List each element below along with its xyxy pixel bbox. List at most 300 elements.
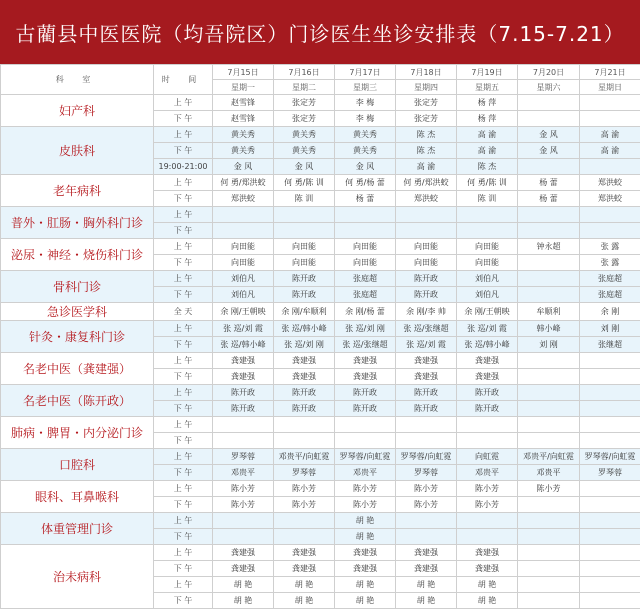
- doctor-cell: 张庭超: [580, 287, 640, 303]
- session-time: 上 午: [154, 95, 213, 111]
- department-name: 泌尿・神经・烧伤科门诊: [1, 239, 154, 271]
- session-time: 上 午: [154, 417, 213, 433]
- doctor-cell: 金 风: [274, 159, 335, 175]
- schedule-row: [1, 481, 640, 497]
- doctor-cell: [518, 513, 580, 529]
- doctor-cell: 龚建强: [213, 561, 274, 577]
- doctor-cell: 何 勇/郑洪蛟: [396, 175, 457, 191]
- doctor-cell: 罗琴蓉/向虹霓: [396, 449, 457, 465]
- doctor-cell: [518, 417, 580, 433]
- doctor-cell: 金 风: [335, 159, 396, 175]
- doctor-cell: 黄关秀: [213, 143, 274, 159]
- doctor-cell: 罗琴蓉: [274, 465, 335, 481]
- department-name: 名老中医（龚建强）: [1, 353, 154, 385]
- doctor-cell: 刘 刚: [518, 337, 580, 353]
- session-time: 上 午: [154, 385, 213, 401]
- doctor-cell: 李 梅: [335, 95, 396, 111]
- doctor-cell: 陈小芳: [213, 481, 274, 497]
- doctor-cell: 陈小芳: [335, 481, 396, 497]
- session-time: 下 午: [154, 111, 213, 127]
- doctor-cell: 陈小芳: [274, 481, 335, 497]
- doctor-cell: 向田能: [274, 239, 335, 255]
- doctor-cell: 陈小芳: [335, 497, 396, 513]
- doctor-cell: [274, 207, 335, 223]
- doctor-cell: [580, 481, 640, 497]
- session-time: 上 午: [154, 127, 213, 143]
- doctor-cell: 牟顺利: [518, 303, 580, 321]
- doctor-cell: 胡 艳: [213, 593, 274, 609]
- doctor-cell: 陈开政: [274, 401, 335, 417]
- doctor-cell: [396, 223, 457, 239]
- doctor-cell: 余 刚/杨 蕾: [335, 303, 396, 321]
- doctor-cell: 龚建强: [274, 369, 335, 385]
- doctor-cell: 胡 艳: [274, 577, 335, 593]
- doctor-cell: 郑洪蛟: [213, 191, 274, 207]
- doctor-cell: 何 勇/陈 训: [274, 175, 335, 191]
- doctor-cell: 龚建强: [396, 561, 457, 577]
- doctor-cell: 陈开政: [335, 401, 396, 417]
- department-name: 治未病科: [1, 545, 154, 609]
- doctor-cell: 陈 训: [457, 191, 518, 207]
- doctor-cell: [580, 417, 640, 433]
- header-weekday: 星期六: [518, 80, 580, 95]
- doctor-cell: 陈 杰: [457, 159, 518, 175]
- session-time: 下 午: [154, 223, 213, 239]
- schedule-row: [1, 175, 640, 191]
- doctor-cell: [213, 207, 274, 223]
- doctor-cell: 张定芳: [396, 95, 457, 111]
- session-time: 上 午: [154, 239, 213, 255]
- doctor-cell: 胡 艳: [457, 593, 518, 609]
- doctor-cell: [335, 433, 396, 449]
- header-date: 7月21日: [580, 65, 640, 80]
- header-date: 7月18日: [396, 65, 457, 80]
- doctor-cell: [518, 593, 580, 609]
- department-name: 皮肤科: [1, 127, 154, 175]
- doctor-cell: 黄关秀: [274, 127, 335, 143]
- doctor-cell: 余 刚: [580, 303, 640, 321]
- doctor-cell: 杨 蕾: [518, 191, 580, 207]
- doctor-cell: [457, 529, 518, 545]
- doctor-cell: 张 露: [580, 239, 640, 255]
- session-time: 上 午: [154, 321, 213, 337]
- department-name: 骨科门诊: [1, 271, 154, 303]
- doctor-cell: 陈 训: [274, 191, 335, 207]
- doctor-cell: 邓贵平: [213, 465, 274, 481]
- doctor-cell: [580, 111, 640, 127]
- doctor-cell: 陈开政: [274, 287, 335, 303]
- doctor-cell: [335, 207, 396, 223]
- department-name: 眼科、耳鼻喉科: [1, 481, 154, 513]
- schedule-title: 古藺县中医医院（均吾院区）门诊医生坐诊安排表（7.15-7.21）: [0, 0, 640, 64]
- session-time: 上 午: [154, 207, 213, 223]
- doctor-cell: 陈小芳: [396, 497, 457, 513]
- schedule-row: [1, 513, 640, 529]
- doctor-cell: [213, 417, 274, 433]
- doctor-cell: 龚建强: [335, 561, 396, 577]
- session-time: 下 午: [154, 593, 213, 609]
- doctor-cell: 陈开政: [274, 271, 335, 287]
- doctor-cell: [518, 287, 580, 303]
- session-time: 下 午: [154, 369, 213, 385]
- doctor-cell: 陈小芳: [457, 481, 518, 497]
- doctor-cell: 向田能: [396, 255, 457, 271]
- doctor-cell: 向田能: [335, 255, 396, 271]
- doctor-cell: [396, 433, 457, 449]
- doctor-cell: 罗琴蓉/向虹霓: [580, 449, 640, 465]
- department-name: 老年病科: [1, 175, 154, 207]
- doctor-cell: 胡 艳: [335, 529, 396, 545]
- doctor-cell: 张 露: [580, 255, 640, 271]
- doctor-cell: 向田能: [213, 239, 274, 255]
- doctor-cell: [518, 369, 580, 385]
- session-time: 上 午: [154, 481, 213, 497]
- doctor-cell: 邓贵平/向虹霓: [518, 449, 580, 465]
- doctor-cell: 张庭超: [580, 271, 640, 287]
- doctor-cell: [518, 529, 580, 545]
- doctor-cell: 金 风: [518, 143, 580, 159]
- doctor-cell: [518, 271, 580, 287]
- doctor-cell: 龚建强: [335, 545, 396, 561]
- doctor-cell: 罗琴蓉: [580, 465, 640, 481]
- doctor-cell: [518, 385, 580, 401]
- doctor-cell: 余 刚/李 帅: [396, 303, 457, 321]
- session-time: 下 午: [154, 561, 213, 577]
- doctor-cell: 余 刚/牟顺利: [274, 303, 335, 321]
- doctor-cell: 张 巡/张继超: [335, 337, 396, 353]
- doctor-cell: [518, 433, 580, 449]
- session-time: 19:00-21:00: [154, 159, 213, 175]
- session-time: 上 午: [154, 449, 213, 465]
- doctor-cell: 张 巡/刘 霞: [457, 321, 518, 337]
- session-time: 上 午: [154, 271, 213, 287]
- doctor-cell: 向田能: [396, 239, 457, 255]
- doctor-cell: 杨 萍: [457, 111, 518, 127]
- doctor-cell: [518, 401, 580, 417]
- session-time: 下 午: [154, 433, 213, 449]
- schedule-row: [1, 417, 640, 433]
- schedule-row: [1, 385, 640, 401]
- department-name: 针灸・康复科门诊: [1, 321, 154, 353]
- doctor-cell: 胡 艳: [396, 577, 457, 593]
- doctor-cell: [580, 401, 640, 417]
- doctor-cell: [518, 577, 580, 593]
- doctor-cell: 龚建强: [457, 561, 518, 577]
- session-time: 下 午: [154, 143, 213, 159]
- doctor-cell: [335, 223, 396, 239]
- doctor-cell: [518, 111, 580, 127]
- session-time: 下 午: [154, 191, 213, 207]
- doctor-cell: [580, 577, 640, 593]
- doctor-cell: 张庭超: [335, 287, 396, 303]
- session-time: 上 午: [154, 545, 213, 561]
- doctor-cell: 何 勇/陈 训: [457, 175, 518, 191]
- doctor-cell: 龚建强: [213, 369, 274, 385]
- doctor-cell: 郑洪蛟: [580, 175, 640, 191]
- header-date: 7月19日: [457, 65, 518, 80]
- schedule-row: [1, 449, 640, 465]
- doctor-cell: 张 巡/刘 霞: [396, 337, 457, 353]
- doctor-cell: [335, 417, 396, 433]
- session-time: 上 午: [154, 353, 213, 369]
- department-name: 肺病・脾胃・内分泌门诊: [1, 417, 154, 449]
- doctor-cell: [580, 159, 640, 175]
- doctor-cell: 高 渝: [457, 127, 518, 143]
- doctor-cell: 高 渝: [457, 143, 518, 159]
- doctor-cell: [396, 417, 457, 433]
- doctor-cell: 陈开政: [213, 401, 274, 417]
- department-name: 体重管理门诊: [1, 513, 154, 545]
- doctor-cell: 张定芳: [396, 111, 457, 127]
- doctor-cell: [213, 223, 274, 239]
- doctor-cell: 赵雪锋: [213, 95, 274, 111]
- doctor-cell: 陈开政: [457, 385, 518, 401]
- doctor-cell: 张 巡/刘 刚: [335, 321, 396, 337]
- doctor-cell: [518, 497, 580, 513]
- doctor-cell: [580, 223, 640, 239]
- doctor-cell: 龚建强: [213, 353, 274, 369]
- doctor-cell: 金 风: [213, 159, 274, 175]
- doctor-cell: 黄关秀: [335, 127, 396, 143]
- doctor-cell: [580, 497, 640, 513]
- table-header: [1, 65, 640, 95]
- doctor-cell: [396, 529, 457, 545]
- doctor-cell: 刘 刚: [580, 321, 640, 337]
- doctor-cell: 刘伯凡: [457, 287, 518, 303]
- header-weekday: 星期日: [580, 80, 640, 95]
- doctor-cell: [274, 223, 335, 239]
- doctor-cell: 黄关秀: [274, 143, 335, 159]
- doctor-cell: 邓贵平: [457, 465, 518, 481]
- doctor-cell: [518, 207, 580, 223]
- doctor-cell: 邓贵平: [335, 465, 396, 481]
- doctor-cell: [580, 353, 640, 369]
- doctor-cell: [580, 207, 640, 223]
- session-time: 下 午: [154, 287, 213, 303]
- doctor-cell: 陈小芳: [518, 481, 580, 497]
- doctor-cell: [274, 433, 335, 449]
- doctor-cell: [580, 593, 640, 609]
- department-name: 急诊医学科: [1, 303, 154, 321]
- doctor-cell: [396, 513, 457, 529]
- doctor-cell: 陈 杰: [396, 127, 457, 143]
- session-time: 下 午: [154, 401, 213, 417]
- doctor-cell: [274, 417, 335, 433]
- schedule-row: [1, 321, 640, 337]
- doctor-cell: 陈开政: [396, 401, 457, 417]
- header-time: 时 间: [154, 65, 213, 95]
- doctor-cell: 龚建强: [274, 545, 335, 561]
- doctor-cell: 胡 艳: [335, 593, 396, 609]
- doctor-cell: 向田能: [335, 239, 396, 255]
- header-weekday: 星期一: [213, 80, 274, 95]
- session-time: 上 午: [154, 175, 213, 191]
- doctor-cell: 张定芳: [274, 111, 335, 127]
- doctor-cell: 刘伯凡: [457, 271, 518, 287]
- doctor-cell: [457, 433, 518, 449]
- doctor-cell: [457, 513, 518, 529]
- doctor-cell: 胡 艳: [335, 513, 396, 529]
- doctor-cell: [274, 513, 335, 529]
- doctor-cell: [213, 529, 274, 545]
- doctor-cell: 陈小芳: [396, 481, 457, 497]
- doctor-cell: 高 渝: [580, 127, 640, 143]
- doctor-cell: [580, 529, 640, 545]
- doctor-cell: 郑洪蛟: [396, 191, 457, 207]
- doctor-cell: 张庭超: [335, 271, 396, 287]
- doctor-cell: 龚建强: [457, 353, 518, 369]
- doctor-cell: 陈 杰: [396, 143, 457, 159]
- doctor-cell: 向田能: [457, 255, 518, 271]
- doctor-cell: 龚建强: [396, 353, 457, 369]
- doctor-cell: 龚建强: [274, 353, 335, 369]
- doctor-cell: [274, 529, 335, 545]
- doctor-cell: 余 刚/王朝映: [457, 303, 518, 321]
- doctor-cell: [518, 561, 580, 577]
- doctor-cell: 龚建强: [335, 353, 396, 369]
- doctor-cell: [580, 385, 640, 401]
- doctor-cell: [457, 417, 518, 433]
- doctor-cell: [580, 545, 640, 561]
- doctor-cell: [213, 433, 274, 449]
- doctor-cell: 邓贵平: [518, 465, 580, 481]
- session-time: 上 午: [154, 577, 213, 593]
- doctor-cell: [518, 545, 580, 561]
- schedule-row: [1, 271, 640, 287]
- department-name: 口腔科: [1, 449, 154, 481]
- doctor-cell: 杨 萍: [457, 95, 518, 111]
- doctor-cell: [518, 159, 580, 175]
- department-name: 普外・肛肠・胸外科门诊: [1, 207, 154, 239]
- doctor-cell: [518, 255, 580, 271]
- schedule-row: [1, 545, 640, 561]
- doctor-cell: 陈小芳: [213, 497, 274, 513]
- header-date: 7月17日: [335, 65, 396, 80]
- schedule-body: [1, 95, 640, 609]
- doctor-cell: 龚建强: [274, 561, 335, 577]
- doctor-cell: 张 巡/刘 刚: [274, 337, 335, 353]
- header-weekday: 星期四: [396, 80, 457, 95]
- department-name: 妇产科: [1, 95, 154, 127]
- doctor-cell: 何 勇/郑洪蛟: [213, 175, 274, 191]
- doctor-cell: 胡 艳: [213, 577, 274, 593]
- header-weekday: 星期五: [457, 80, 518, 95]
- doctor-cell: 黄关秀: [213, 127, 274, 143]
- doctor-cell: 李 梅: [335, 111, 396, 127]
- doctor-cell: 向田能: [274, 255, 335, 271]
- department-name: 名老中医（陈开政）: [1, 385, 154, 417]
- session-time: 下 午: [154, 529, 213, 545]
- doctor-cell: 胡 艳: [457, 577, 518, 593]
- doctor-cell: 赵雪锋: [213, 111, 274, 127]
- header-date: 7月15日: [213, 65, 274, 80]
- doctor-cell: 龚建强: [213, 545, 274, 561]
- doctor-cell: 杨 蕾: [518, 175, 580, 191]
- schedule-table: [0, 64, 640, 609]
- doctor-cell: 刘伯凡: [213, 271, 274, 287]
- schedule-row: [1, 207, 640, 223]
- doctor-cell: 张定芳: [274, 95, 335, 111]
- doctor-cell: [457, 207, 518, 223]
- doctor-cell: 陈开政: [213, 385, 274, 401]
- doctor-cell: [580, 561, 640, 577]
- schedule-row: [1, 303, 640, 321]
- doctor-cell: 陈开政: [396, 287, 457, 303]
- doctor-cell: [396, 207, 457, 223]
- doctor-cell: 胡 艳: [274, 593, 335, 609]
- doctor-cell: 张继超: [580, 337, 640, 353]
- schedule-row: [1, 239, 640, 255]
- doctor-cell: [580, 513, 640, 529]
- doctor-cell: 张 巡/韩小峰: [213, 337, 274, 353]
- header-date: 7月16日: [274, 65, 335, 80]
- doctor-cell: [518, 223, 580, 239]
- doctor-cell: 陈开政: [457, 401, 518, 417]
- doctor-cell: 龚建强: [396, 545, 457, 561]
- doctor-cell: 韩小峰: [518, 321, 580, 337]
- doctor-cell: 龚建强: [457, 369, 518, 385]
- session-time: 下 午: [154, 337, 213, 353]
- header-date: 7月20日: [518, 65, 580, 80]
- doctor-cell: [580, 433, 640, 449]
- doctor-cell: [457, 223, 518, 239]
- session-time: 下 午: [154, 255, 213, 271]
- doctor-cell: 胡 艳: [396, 593, 457, 609]
- doctor-cell: [580, 95, 640, 111]
- schedule-row: [1, 95, 640, 111]
- doctor-cell: 陈小芳: [274, 497, 335, 513]
- doctor-cell: 陈开政: [396, 385, 457, 401]
- doctor-cell: 陈开政: [274, 385, 335, 401]
- doctor-cell: 黄关秀: [335, 143, 396, 159]
- session-time: 上 午: [154, 513, 213, 529]
- doctor-cell: 余 刚/王朝映: [213, 303, 274, 321]
- doctor-cell: 胡 艳: [335, 577, 396, 593]
- doctor-cell: 陈开政: [396, 271, 457, 287]
- doctor-cell: 龚建强: [396, 369, 457, 385]
- doctor-cell: 高 渝: [396, 159, 457, 175]
- doctor-cell: 龚建强: [335, 369, 396, 385]
- doctor-cell: 龚建强: [457, 545, 518, 561]
- schedule-row: [1, 353, 640, 369]
- doctor-cell: 杨 蕾: [335, 191, 396, 207]
- doctor-cell: 罗琴蓉: [396, 465, 457, 481]
- doctor-cell: [213, 513, 274, 529]
- session-time: 下 午: [154, 465, 213, 481]
- doctor-cell: 向田能: [213, 255, 274, 271]
- doctor-cell: 罗琴蓉: [213, 449, 274, 465]
- doctor-cell: 钟永超: [518, 239, 580, 255]
- doctor-cell: 金 风: [518, 127, 580, 143]
- header-dept: 科 室: [1, 65, 154, 95]
- doctor-cell: 张 巡/张继超: [396, 321, 457, 337]
- session-time: 全 天: [154, 303, 213, 321]
- doctor-cell: 张 巡/韩小峰: [274, 321, 335, 337]
- doctor-cell: 邓贵平/向虹霓: [274, 449, 335, 465]
- doctor-cell: 向田能: [457, 239, 518, 255]
- doctor-cell: 何 勇/杨 蕾: [335, 175, 396, 191]
- doctor-cell: 张 巡/刘 霞: [213, 321, 274, 337]
- doctor-cell: 张 巡/韩小峰: [457, 337, 518, 353]
- doctor-cell: 郑洪蛟: [580, 191, 640, 207]
- schedule-row: [1, 127, 640, 143]
- doctor-cell: 罗琴蓉/向虹霓: [335, 449, 396, 465]
- doctor-cell: 向虹霓: [457, 449, 518, 465]
- doctor-cell: 刘伯凡: [213, 287, 274, 303]
- header-weekday: 星期二: [274, 80, 335, 95]
- doctor-cell: 陈开政: [335, 385, 396, 401]
- session-time: 下 午: [154, 497, 213, 513]
